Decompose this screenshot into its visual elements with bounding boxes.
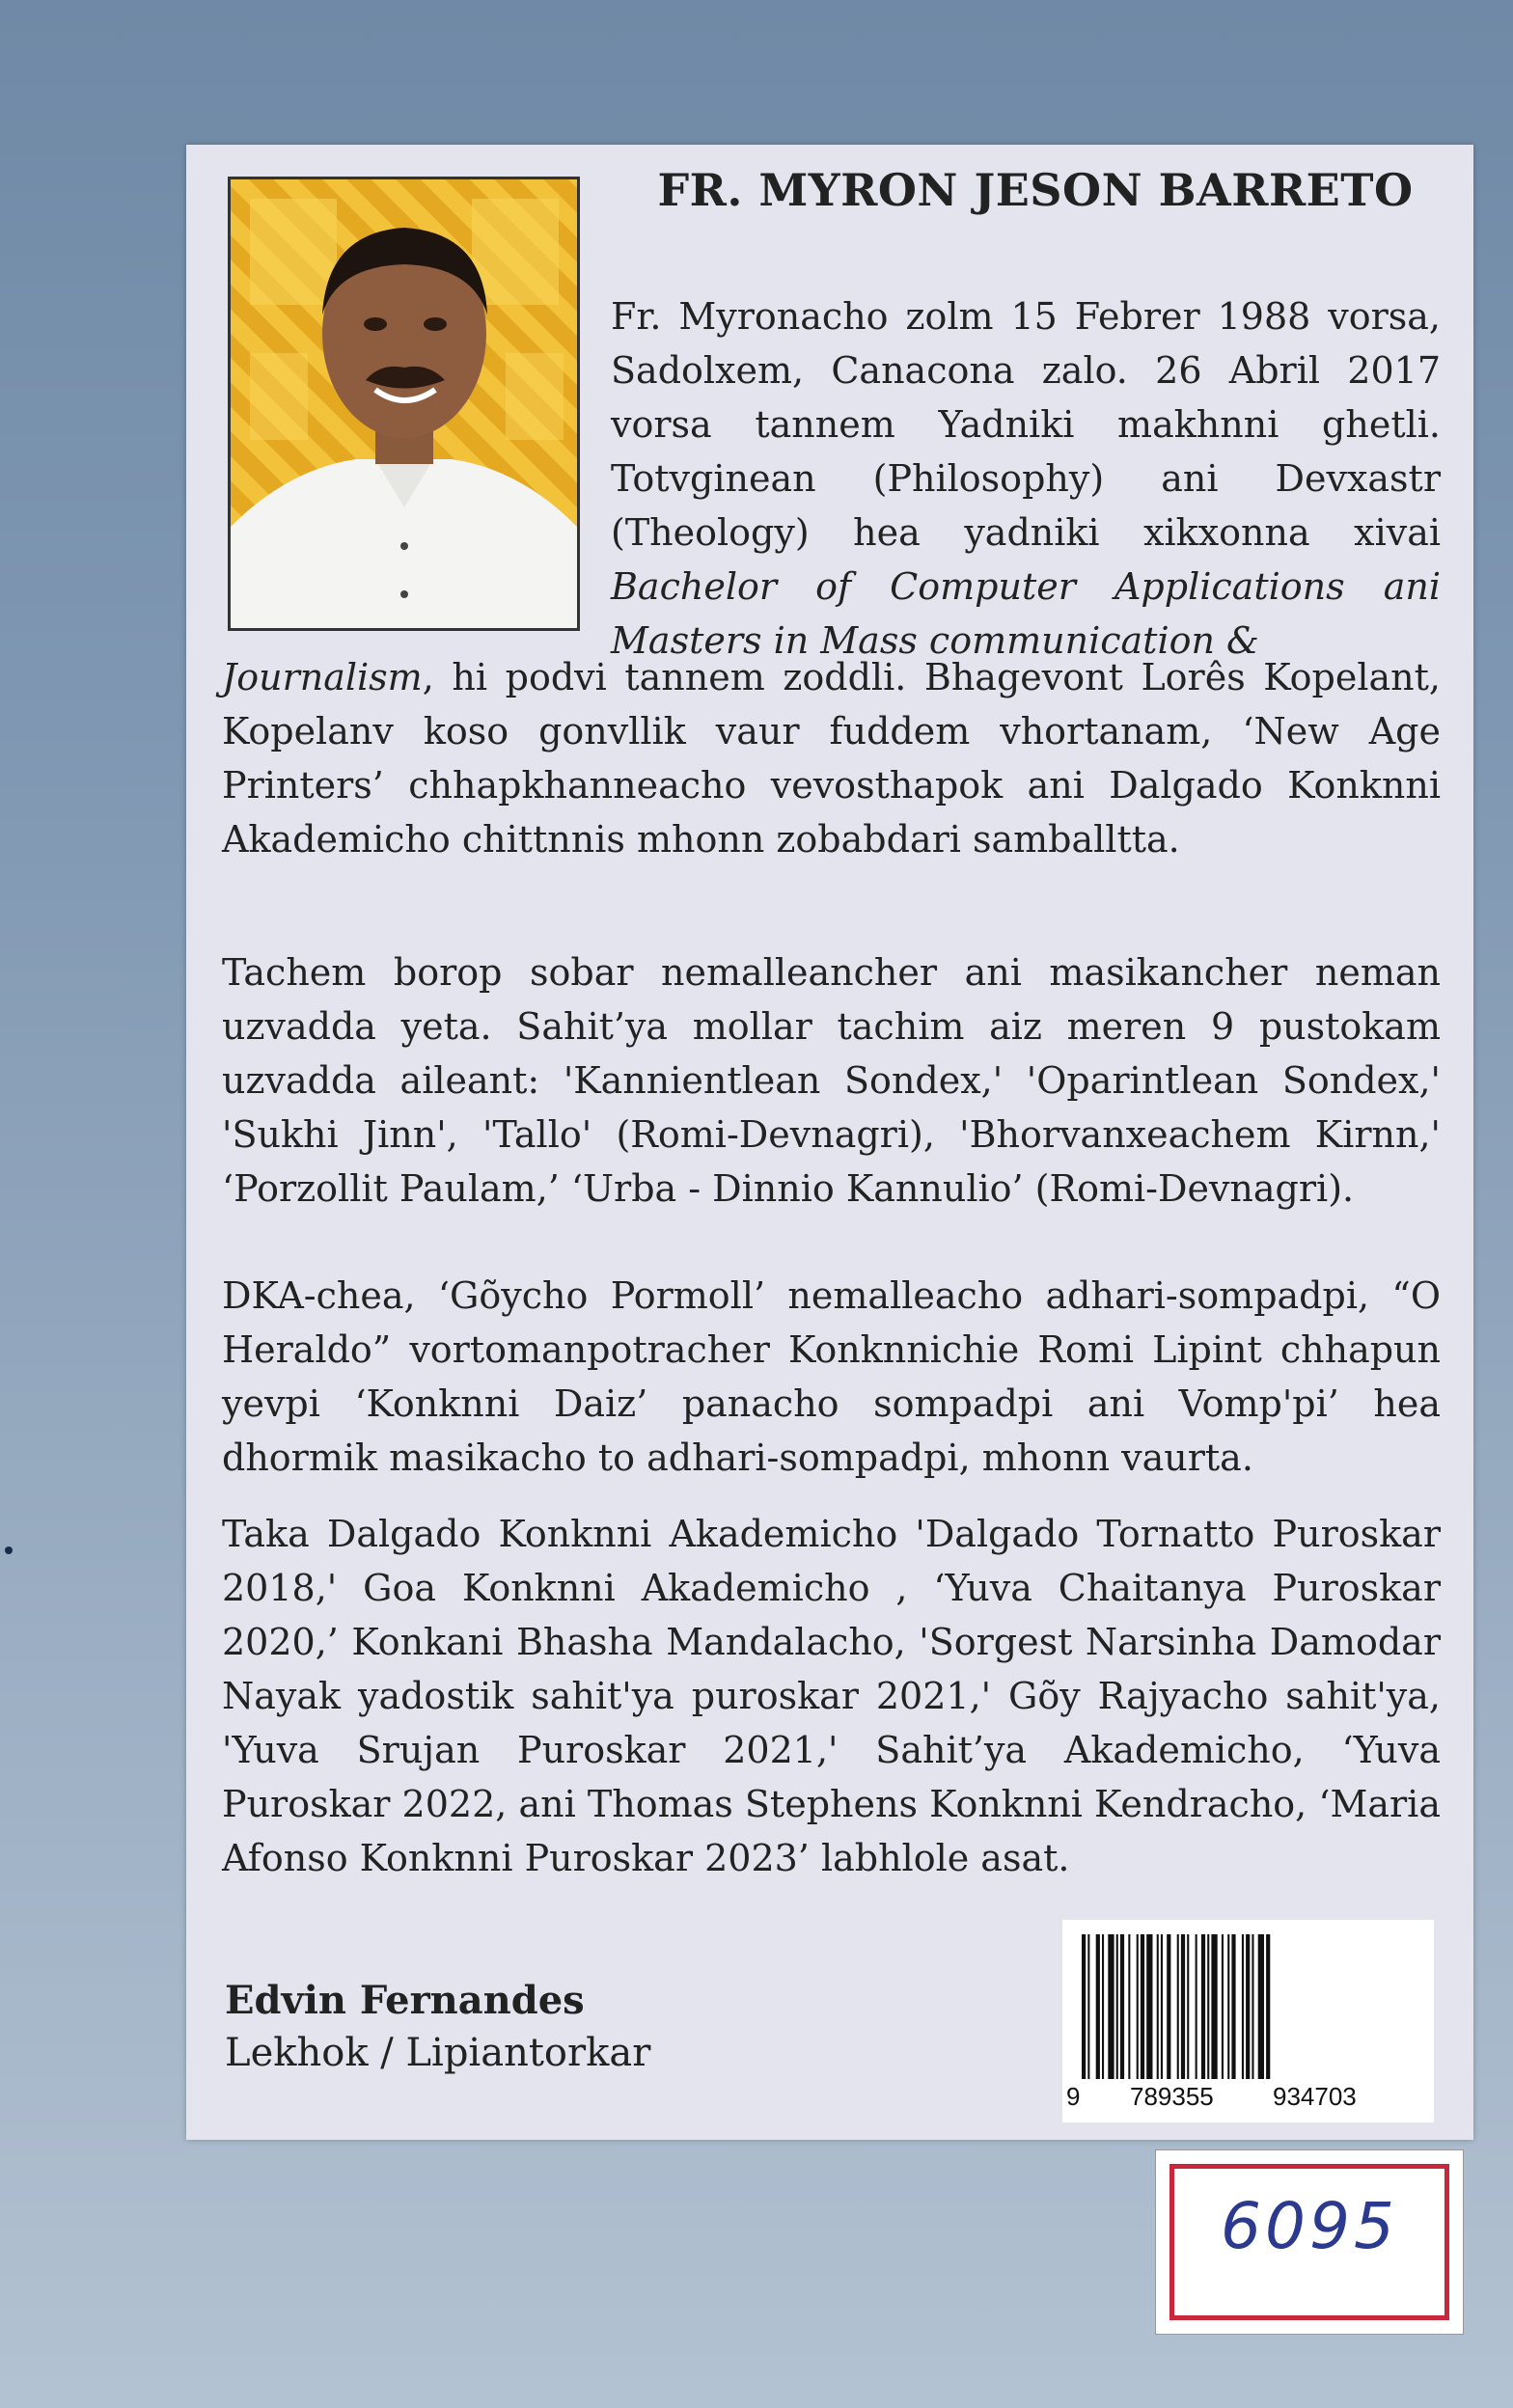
library-stamp: [1155, 2149, 1464, 2335]
bio-paragraph-4: Taka Dalgado Konknni Akademicho 'Dalgado Tornatto Puroskar 2018,' Goa Konknni Akademicho , ‘Yuva Chaitanya Puroskar 2020,’ Konkani Bhasha Mandalacho, 'Sorgest Narsinha Damodar Nayak yadostik sahit'ya puroskar 2021,' Gõy Rajyacho sahit'ya, 'Yuva Srujan Puroskar 2021,' Sahit’ya Akademicho, ‘Yuva Puroskar 2022, ani Thomas Stephens Konknni Kendracho, ‘Maria Afonso Konknni Puroskar 2023’ labhlole asat.: [222, 1513, 1441, 1879]
barcode-bar: [1137, 1934, 1139, 2079]
barcode-bar: [1120, 1934, 1124, 2079]
barcode-bar: [1242, 1934, 1244, 2079]
bio-paragraph-3: DKA-chea, ‘Gõycho Pormoll’ nemalleacho adhari-sompadpi, “O Heraldo” vortomanpotracher Konknnichie Romi Lipint chhapun yevpi ‘Konknni Daiz’ panacho sompadpi ani Vomp'pi’ hea dhormik masikacho to adhari-sompadpi, mhonn vaurta.: [222, 1274, 1441, 1479]
barcode-bar: [1128, 1934, 1130, 2079]
author-name-heading: FR. MYRON JESON BARRETO: [657, 164, 1414, 216]
barcode-bar: [1146, 1934, 1152, 2079]
barcode-bar: [1222, 1934, 1224, 2079]
signature-role: Lekhok / Lipiantorkar: [225, 2031, 651, 2075]
barcode-bar: [1201, 1934, 1205, 2079]
barcode-prefix: 9: [1066, 2082, 1081, 2111]
barcode-bar: [1246, 1934, 1250, 2079]
barcode-bar: [1096, 1934, 1100, 2079]
barcode-bar: [1116, 1934, 1118, 2079]
barcode-bar: [1187, 1934, 1189, 2079]
barcode-bar: [1196, 1934, 1197, 2079]
barcode-group-1: 789355: [1130, 2082, 1214, 2111]
barcode-bar: [1207, 1934, 1209, 2079]
barcode-bar: [1102, 1934, 1104, 2079]
barcode-bars: [1082, 1934, 1415, 2079]
barcode-bar: [1266, 1934, 1270, 2079]
stray-dot: [5, 1546, 13, 1554]
barcode-bar: [1108, 1934, 1114, 2079]
stamp-number: 6095: [1221, 2189, 1398, 2263]
barcode-bar: [1231, 1934, 1235, 2079]
bio-text-intro: Fr. Myronacho zolm 15 Febrer 1988 vorsa, Sadolxem, Canacona zalo. 26 Abril 2017 vorsa tannem Yadniki makhnni ghetli. Totvginean (Philosophy) ani Devxastr (Theology) hea yadniki xikxonna xivai: [611, 295, 1441, 554]
barcode-bar: [1252, 1934, 1253, 2079]
bio-degree-italic: Bachelor of Computer Applications ani Masters in Mass communication &: [611, 565, 1441, 662]
barcode-bar: [1211, 1934, 1217, 2079]
signature-name: Edvin Fernandes: [225, 1978, 585, 2023]
barcode-bar: [1141, 1934, 1144, 2079]
bio-degree-italic-cont: Journalism: [222, 656, 423, 698]
bio-paragraph-1-bottom: [222, 650, 1441, 866]
barcode-bar: [1167, 1934, 1170, 2079]
author-portrait-illustration: [231, 179, 577, 628]
barcode-bar: [1157, 1934, 1159, 2079]
bio-paragraph-1-top: [611, 289, 1441, 668]
barcode-bar: [1082, 1934, 1086, 2079]
barcode-bar: [1087, 1934, 1089, 2079]
author-photo: [228, 177, 580, 631]
bio-text-rest: , hi podvi tannem zoddli. Bhagevont Lorês Kopelant, Kopelanv koso gonvllik vaur fuddem vhortanam, ‘New Age Printers’ chhapkhanneacho vevosthapok ani Dalgado Konknni Akademicho chittnnis mhonn zobabdari samballtta.: [222, 656, 1441, 861]
isbn-barcode: [1062, 1920, 1434, 2122]
bio-paragraph-2: Tachem borop sobar nemalleancher ani masikancher neman uzvadda yeta. Sahit’ya mollar tachim aiz meren 9 pustokam uzvadda aileant: 'Kannientlean Sondex,' 'Oparintlean Sondex,' 'Sukhi Jinn', 'Tallo' (Romi-Devnagri), 'Bhorvanxeachem Kirnn,' ‘Porzollit Paulam,’ ‘Urba - Dinnio Kannulio’ (Romi-Devnagri).: [222, 951, 1441, 1210]
barcode-bar: [1258, 1934, 1264, 2079]
barcode-bar: [1227, 1934, 1229, 2079]
barcode-bar: [1181, 1934, 1185, 2079]
barcode-group-2: 934703: [1273, 2082, 1357, 2111]
barcode-bar: [1177, 1934, 1179, 2079]
bio-panel: [186, 145, 1473, 2140]
barcode-bar: [1161, 1934, 1163, 2079]
